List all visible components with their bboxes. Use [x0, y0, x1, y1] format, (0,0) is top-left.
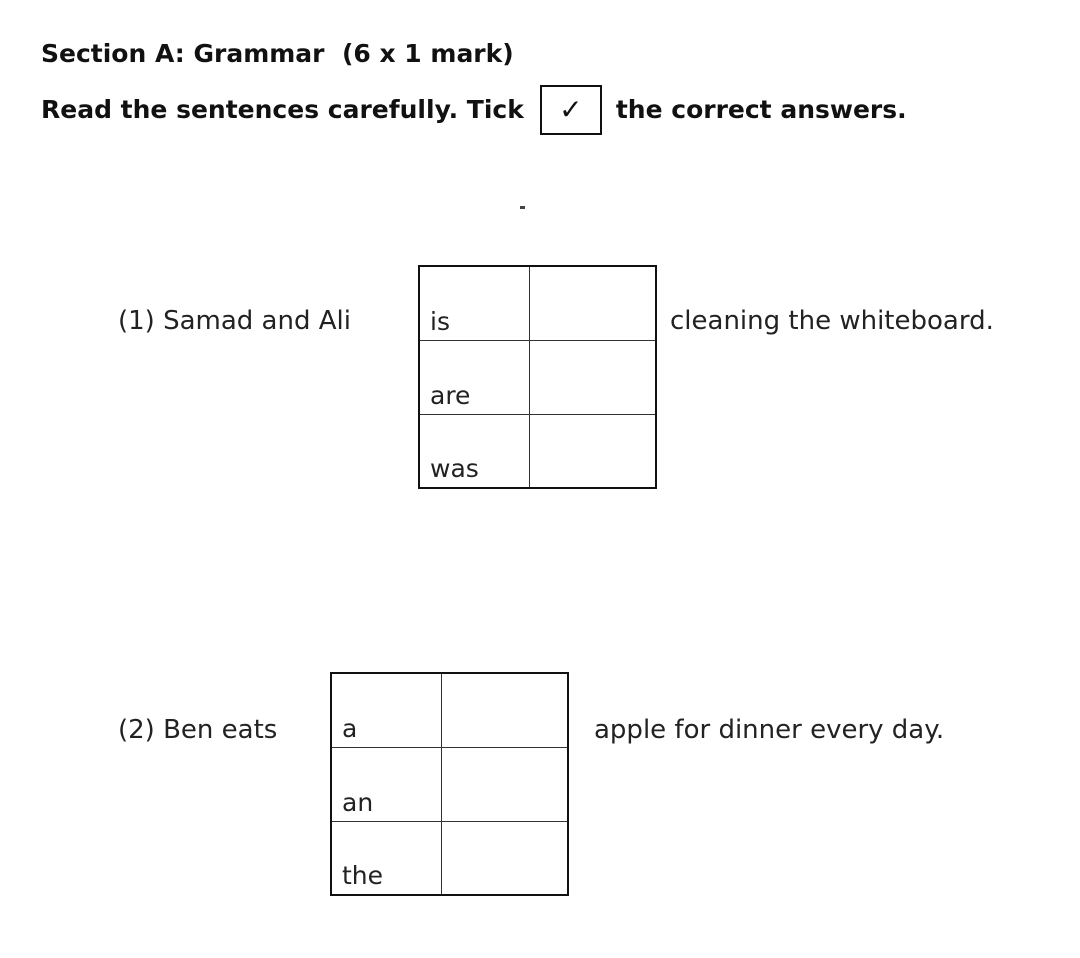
- option-row: [419, 340, 656, 414]
- question-1-suffix: cleaning the whiteboard.: [670, 306, 994, 336]
- stray-mark: [520, 206, 525, 209]
- question-1-options: [418, 265, 657, 489]
- instruction-after: the correct answers.: [615, 95, 907, 124]
- option-word: is: [419, 266, 529, 340]
- instruction-before: Read the sentences carefully. Tick: [41, 95, 524, 124]
- tick-icon: ✓: [559, 93, 583, 126]
- tick-box[interactable]: [441, 673, 568, 747]
- tick-box[interactable]: [441, 821, 568, 895]
- option-word: a: [331, 673, 441, 747]
- tick-box[interactable]: [441, 747, 568, 821]
- option-word: are: [419, 340, 529, 414]
- section-title: Section A: Grammar: [41, 39, 325, 68]
- option-word: the: [331, 821, 441, 895]
- question-2-options: [330, 672, 569, 896]
- option-row: [331, 821, 568, 895]
- instruction-line: [41, 84, 907, 136]
- tick-example-box: [540, 85, 602, 135]
- section-heading: [41, 34, 514, 74]
- question-2-prefix: (2) Ben eats: [118, 715, 278, 745]
- question-2-suffix: apple for dinner every day.: [594, 715, 945, 745]
- option-row: [331, 673, 568, 747]
- option-row: [331, 747, 568, 821]
- option-word: was: [419, 414, 529, 488]
- option-row: [419, 266, 656, 340]
- tick-box[interactable]: [529, 414, 656, 488]
- section-marks: (6 x 1 mark): [341, 39, 514, 68]
- tick-box[interactable]: [529, 340, 656, 414]
- option-row: [419, 414, 656, 488]
- option-word: an: [331, 747, 441, 821]
- question-1-prefix: (1) Samad and Ali: [118, 306, 351, 336]
- tick-box[interactable]: [529, 266, 656, 340]
